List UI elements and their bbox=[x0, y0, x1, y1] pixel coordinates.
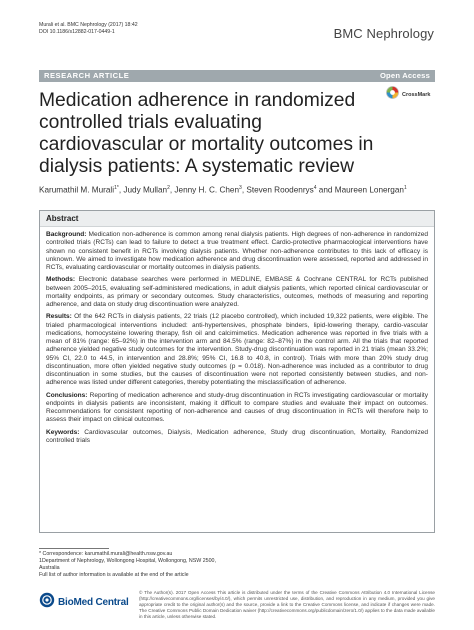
author-affiliation-marker: 4 bbox=[313, 185, 317, 191]
author-list: Karumathil M. Murali$^{1*}$, Judy Mullan$^2$, Jenny H. C. Chen$^3$, Steven Roodenrys$^4$ and Maureen Lonergan$^1$ bbox=[39, 185, 407, 195]
abstract-heading: Abstract bbox=[40, 211, 434, 227]
author-name: Karumathil M. Murali bbox=[39, 185, 115, 195]
section-label: Results: bbox=[46, 313, 72, 321]
abstract-section-background bbox=[46, 231, 428, 272]
section-label: Methods: bbox=[46, 276, 76, 284]
abstract-box bbox=[39, 210, 435, 533]
open-access-label: Open Access bbox=[379, 71, 430, 80]
article-type-label: RESEARCH ARTICLE bbox=[44, 71, 130, 80]
doi-line: DOI 10.1186/s12882-017-0449-1 bbox=[39, 29, 115, 35]
abstract-section-conclusions bbox=[46, 392, 428, 425]
abstract-section-methods bbox=[46, 276, 428, 309]
section-text: Reporting of medication adherence and study-drug discontinuation in RCTs investigating cardiovascular or mortality endpoints in dialysis patients are inconsistent, making it difficult to compare studies and evaluate their impact on outcomes. Recommendations for consistent reporting of non-adherence and causes of drug discontinuation in RCTs will therefore help to assess their impact on clinical outcomes. bbox=[46, 391, 428, 424]
abstract-body bbox=[40, 227, 434, 445]
crossmark-label: CrossMark bbox=[402, 92, 431, 98]
author-name: Jenny H. C. Chen bbox=[174, 185, 240, 195]
citation-block bbox=[39, 22, 138, 36]
section-text: Electronic database searches were performed in MEDLINE, EMBASE & Cochrane CENTRAL for RCTs published between 2005–2015, evaluating self-administered medications, in adult dialysis patients, which reported clinical cardiovascular or mortality endpoints, as primary or secondary outcomes. Study characteristics, outcomes, methods of measuring and reporting adherence, and data on study drug discontinuation were analyzed. bbox=[46, 276, 429, 308]
article-title: Medication adherence in randomized controlled trials evaluating cardiovascular or mortality outcomes in dialysis patients: A systematic review bbox=[39, 90, 374, 177]
section-text: Cardiovascular outcomes, Dialysis, Medication adherence, Study drug discontinuation, Mortality, Randomized controlled trials bbox=[46, 428, 428, 444]
section-label: Keywords: bbox=[46, 428, 80, 436]
citation-line: Murali et al. BMC Nephrology (2017) 18:42 bbox=[39, 22, 138, 28]
abstract-section-results bbox=[46, 313, 428, 387]
section-label: Conclusions: bbox=[46, 391, 88, 399]
biomed-central-icon bbox=[39, 592, 55, 613]
author-affiliation-marker: 1 bbox=[403, 185, 407, 191]
footnotes bbox=[39, 551, 219, 579]
correspondence-note: * Correspondence: karumathil.murali@health.nsw.gov.au bbox=[39, 551, 173, 557]
author-affiliation-marker: 1* bbox=[114, 185, 119, 191]
author-affiliation-marker: 3 bbox=[239, 185, 242, 191]
author-name: Judy Mullan bbox=[123, 185, 168, 195]
author-name: Maureen Lonergan bbox=[334, 185, 404, 195]
journal-name: BMC Nephrology bbox=[333, 26, 434, 41]
affiliation-note: 1Department of Nephrology, Wollongong Hospital, Wollongong, NSW 2500, Australia bbox=[39, 558, 216, 571]
publisher-logo bbox=[39, 592, 129, 613]
author-name: Steven Roodenrys bbox=[246, 185, 314, 195]
footnote-divider bbox=[39, 548, 109, 549]
section-text: Medication non-adherence is common among renal dialysis patients. High degrees of non-adherence in randomized controlled trials (RCTs) can lead to failure to detect a true treatment effect. Cardio-protective pharmacological interventions have shown no consistent benefit in RCTs involving dialysis patients. Whether non-adherence contributes to this lack of efficacy is unknown. We aimed to investigate how medication adherence and drug discontinuation were assessed, reported and addressed in RCTs, evaluating cardiovascular or mortality outcomes in dialysis patients. bbox=[46, 231, 429, 271]
section-label: Background: bbox=[46, 231, 87, 238]
crossmark-badge[interactable] bbox=[386, 86, 430, 104]
license-text: © The Author(s). 2017 Open Access This article is distributed under the terms of the Creative Commons Attribution 4.0 International License (http://creativecommons.org/licenses/by/4.0/), which permits unrestricted use, distribution, and reproduction in any medium, provided you give appropriate credit to the original author(s) and the source, provide a link to the Creative Commons license, and indicate if changes were made. The Creative Commons Public Domain Dedication waiver (http://creativecommons.org/publicdomain/zero/1.0/) applies to the data made available in this article, unless otherwise stated. bbox=[139, 590, 435, 620]
publisher-name: BioMed Central bbox=[58, 597, 129, 608]
author-info-note: Full list of author information is available at the end of the article bbox=[39, 572, 189, 578]
author-affiliation-marker: 2 bbox=[167, 185, 170, 191]
abstract-section-keywords bbox=[46, 429, 428, 446]
section-text: Of the 642 RCTs in dialysis patients, 22 trials (12 placebo controlled), which included 19,322 patients, were eligible. The trialed pharmacological interventions included: anti-hypertensives, phosphate binders, lipid-lowering therapy, cardio-vascular medications, homocysteine lowering therapy, fish oil and calcimimetics. Medication adherence was reported in five trials with a mean of 81% (range: 65–92%) in the intervention arm and 84.5% (range: 82–87%) in the control arm. All the trials that reported adherence yielded negative study outcomes for the intervention. Study-drug discontinuation was reported in 21 trials (mean 33.2%; 95% CI, 22.0 to 44.5, in intervention and 28.8%; 95% CI, 16.8 to 40.8, in control). Trials with more than 20% study drug discontinuation, more often yielded negative study outcomes (p = 0.018). Non-adherence was included as a contributor to drug discontinuation in some studies, but the causes of discontinuation were not reported consistently between studies, and non-adherence was listed under different categories, thereby potentiating the misclassification of adherence. bbox=[46, 313, 428, 387]
article-type-band bbox=[39, 70, 435, 82]
